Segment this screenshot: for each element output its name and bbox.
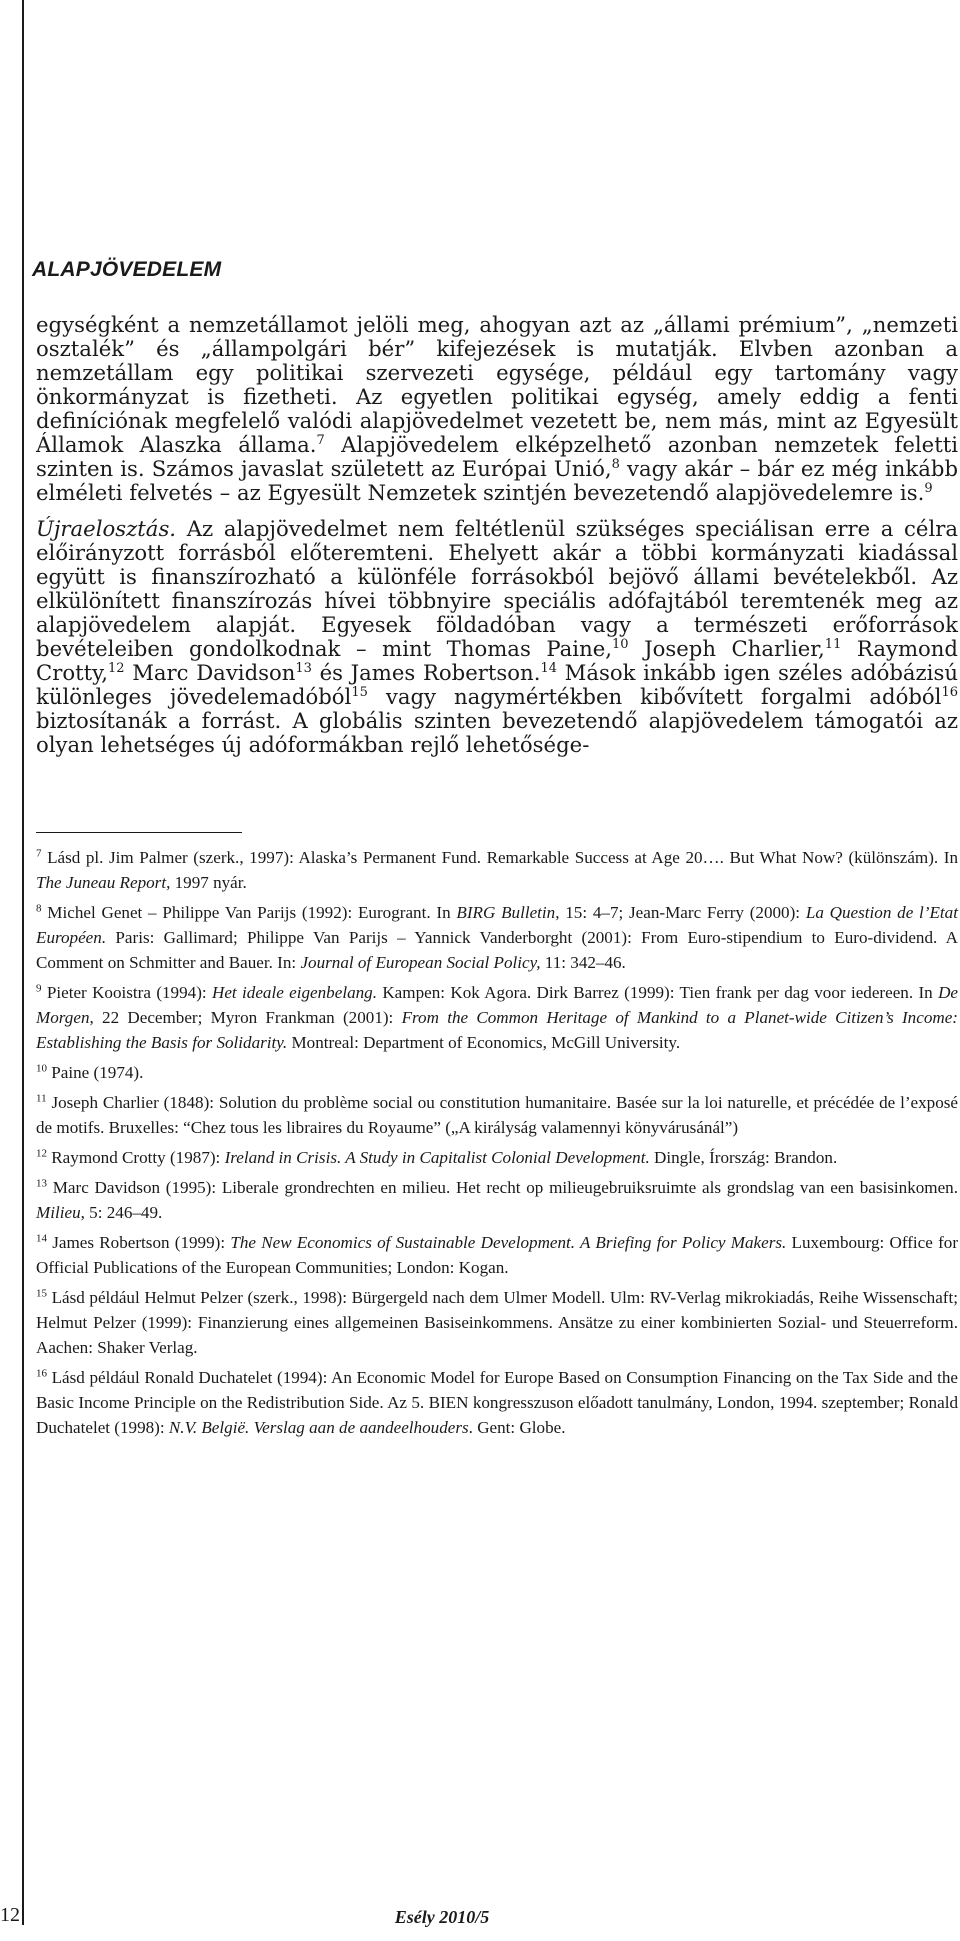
footnote-title-text: Journal of European Social Policy,: [300, 953, 541, 972]
footnote-text: Pieter Kooistra (1994):: [46, 983, 212, 1002]
footnote-title-text: Milieu: [36, 1203, 81, 1222]
footnote-text: Montreal: Department of Economics, McGill University.: [287, 1033, 681, 1052]
footnote-16: [36, 1365, 958, 1440]
footnote-text: Dingle, Írország: Brandon.: [649, 1148, 838, 1167]
footnote-ref-14[interactable]: 14: [540, 660, 557, 676]
paragraph-2: [36, 517, 958, 757]
footnote-number: 9: [36, 982, 42, 995]
text-run: Alapjövedelem elképzelhető azonban nemzetek feletti szinten is. Számos javaslat született az Európai Unió,: [36, 432, 958, 481]
footnote-text: , 15: 4–7; Jean-Marc Ferry (2000):: [555, 903, 806, 922]
footnote-text: Lásd pl. Jim Palmer (szerk., 1997): Alaska’s Permanent Fund. Remarkable Success at Age 20…. But What Now? (különszám). In: [47, 848, 958, 867]
footnote-title-text: The Juneau Report: [36, 873, 167, 892]
footnote-number: 10: [36, 1062, 47, 1075]
footnote-number: 7: [36, 847, 42, 860]
footnote-title-text: BIRG Bulletin: [456, 903, 556, 922]
footnote-8: [36, 900, 958, 975]
text-run: Marc Davidson: [124, 660, 296, 685]
footnote-title-text: Het ideale eigenbelang.: [212, 983, 377, 1002]
footnote-number: 13: [36, 1177, 47, 1190]
footnote-text: Michel Genet – Philippe Van Parijs (1992): Eurogrant. In: [47, 903, 457, 922]
footnote-number: 15: [36, 1287, 47, 1300]
footnote-text: . Gent: Globe.: [468, 1418, 566, 1437]
footnote-10: [36, 1060, 958, 1085]
footnote-title-text: N.V. België. Verslag aan de aandeelhouders: [168, 1418, 469, 1437]
footnote-15: [36, 1285, 958, 1360]
paragraph-lead-heading: Újraelosztás.: [36, 516, 177, 541]
text-run: Raymond Crotty,: [36, 636, 958, 685]
footnote-number: 11: [36, 1092, 47, 1105]
footnote-text: , 22 December; Myron Frankman (2001):: [89, 1008, 402, 1027]
footnote-ref-8[interactable]: 8: [611, 456, 620, 472]
footnote-text: Raymond Crotty (1987):: [51, 1148, 225, 1167]
footnotes: [36, 845, 958, 1445]
footnote-ref-13[interactable]: 13: [295, 660, 312, 676]
footnote-title-text: The New Economics of Sustainable Development. A Briefing for Policy Makers.: [230, 1233, 787, 1252]
footnote-text: , 5: 246–49.: [80, 1203, 163, 1222]
footnote-7: [36, 845, 958, 895]
footnote-title-text: De Morgen: [36, 983, 958, 1027]
text-run: Mások inkább igen széles adóbázisú különleges jövedelemadóból: [36, 660, 958, 709]
text-run: Az alapjövedelmet nem feltétlenül szükséges speciálisan erre a célra előirányzott forrásból előteremteni. Ehelyett akár a többi kormányzati kiadással együtt is finanszírozható a különféle forrásokból bejövő állami bevételekből. Az elkülönített finanszírozás hívei többnyire speciális adófajtából teremtenék meg az alapjövedelem alapját. Egyesek földadóban vagy a természeti erőforrások bevételeiben gondolkodnak – mint Thomas Paine,: [36, 516, 958, 661]
footnote-title-text: La Question de l’Etat Européen.: [36, 903, 958, 947]
footnote-number: 14: [36, 1232, 47, 1245]
footnote-number: 12: [36, 1147, 47, 1160]
footnote-title-text: From the Common Heritage of Mankind to a Planet-wide Citizen’s Income: Establishing the Basis for Solidarity.: [36, 1008, 958, 1052]
footnote-ref-11[interactable]: 11: [824, 636, 842, 652]
footnote-text: Paine (1974).: [51, 1063, 144, 1082]
footnote-title-text: Ireland in Crisis. A Study in Capitalist Colonial Development.: [224, 1148, 650, 1167]
footnote-14: [36, 1230, 958, 1280]
footnote-separator: [36, 832, 242, 833]
footnote-ref-10[interactable]: 10: [612, 636, 629, 652]
text-run: biztosítanák a forrást. A globális szinten bevezetendő alapjövedelem támogatói az olyan lehetséges új adóformákban rejlő lehetősége-: [36, 708, 958, 757]
footnote-text: Marc Davidson (1995): Liberale grondrechten en milieu. Het recht op milieugebruiksruimte als grondslag van een basisinkomen.: [52, 1178, 958, 1197]
journal-title: Esély 2010/5: [394, 1907, 490, 1927]
footnote-ref-12[interactable]: 12: [108, 660, 125, 676]
footnote-ref-15[interactable]: 15: [351, 684, 368, 700]
running-head: ALAPJÖVEDELEM: [32, 258, 222, 281]
text-run: egységként a nemzetállamot jelöli meg, ahogyan azt az „állami prémium”, „nemzeti osztalék” és „állampolgári bér” kifejezések is mutatják. Elvben azonban a nemzetállam egy politikai szervezeti egysége, például egy tartomány vagy önkormányzat is fizetheti. Az egyetlen politikai egység, amely eddig a fenti definíciónak megfelelő valódi alapjövedelmet vezetett be, nem más, mint az Egyesült Államok Alaszka állama.: [36, 312, 958, 457]
footnote-11: [36, 1090, 958, 1140]
text-run: Joseph Charlier,: [628, 636, 825, 661]
footnote-text: Lásd például Helmut Pelzer (szerk., 1998): Bürgergeld nach dem Ulmer Modell. Ulm: RV-Verlag mikrokiadás, Reihe Wissenschaft; Helmut Pelzer (1999): Finanzierung eines allgemeinen Basiseinkommens. Ansätze zu einer kombinierten Sozial- und Steuerreform. Aachen: Shaker Verlag.: [36, 1288, 958, 1357]
footnote-text: Luxembourg: Office for Official Publications of the European Communities; London: Kogan.: [36, 1233, 959, 1277]
footnote-text: Joseph Charlier (1848): Solution du problème social ou constitution humanitaire. Basée sur la loi naturelle, et précédée de l’exposé de motifs. Bruxelles: “Chez tous les libraires du Royaume” („A királyság valamennyi könyvárusánál”): [36, 1093, 958, 1137]
paragraph-1: [36, 313, 958, 505]
main-text: [36, 313, 958, 757]
footnote-12: [36, 1145, 958, 1170]
footnote-text: , 1997 nyár.: [166, 873, 247, 892]
footnote-ref-16[interactable]: 16: [941, 684, 959, 700]
footnote-text: Paris: Gallimard; Philippe Van Parijs – Yannick Vanderborght (2001): From Euro-stipendium to Euro-dividend. A Comment on Schmitter and Bauer. In:: [36, 928, 958, 972]
margin-rule: [22, 0, 24, 1925]
footnote-ref-9[interactable]: 9: [924, 480, 933, 496]
footnote-text: James Robertson (1999):: [52, 1233, 231, 1252]
footnote-9: [36, 980, 958, 1055]
text-run: vagy nagymértékben kibővített forgalmi adóból: [367, 684, 942, 709]
footnote-text: 11: 342–46.: [540, 953, 626, 972]
footnote-13: [36, 1175, 958, 1225]
footnote-ref-7[interactable]: 7: [316, 432, 325, 448]
text-run: vagy akár – bár ez még inkább elméleti felvetés – az Egyesült Nemzetek szintjén bevezetendő alapjövedelemre is.: [36, 456, 959, 505]
footnote-text: Lásd például Ronald Duchatelet (1994): An Economic Model for Europe Based on Consumption Financing on the Tax Side and the Basic Income Principle on the Redistribution Side. Az 5. BIEN kongresszuson előadott tanulmány, London, 1994. szeptember; Ronald Duchatelet (1998):: [36, 1368, 958, 1437]
footnote-number: 8: [36, 902, 42, 915]
text-run: és James Robertson.: [311, 660, 541, 685]
page-number: 12: [0, 1904, 20, 1926]
footnote-text: Kampen: Kok Agora. Dirk Barrez (1999): Tien frank per dag voor iedereen. In: [376, 983, 939, 1002]
footnote-number: 16: [36, 1367, 47, 1380]
